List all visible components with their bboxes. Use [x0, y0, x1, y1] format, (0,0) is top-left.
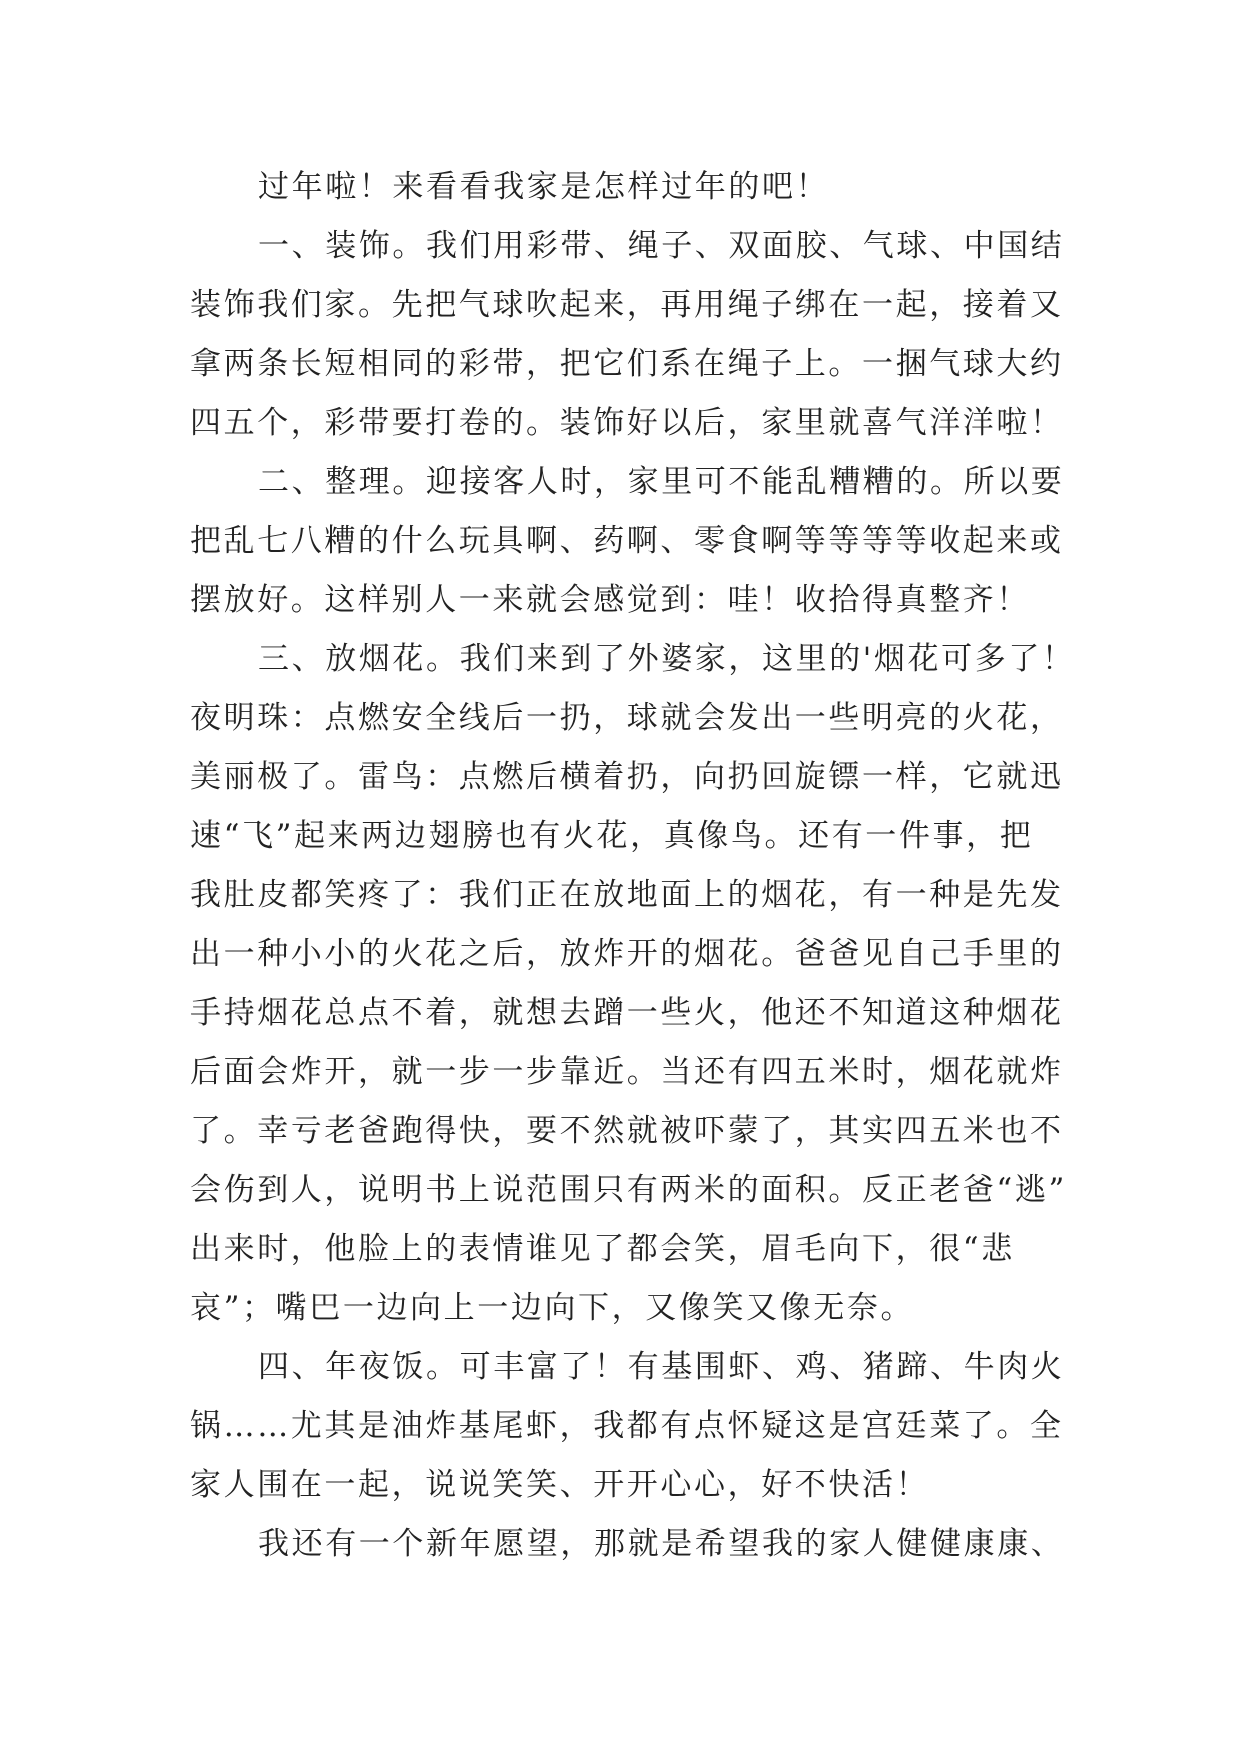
paragraph-line: 摆放好。这样别人一来就会感觉到：哇！收拾得真整齐！	[190, 582, 1030, 618]
paragraph-line: 我还有一个新年愿望，那就是希望我的家人健健康康、	[258, 1526, 1065, 1562]
paragraph-line: 速“飞”起来两边翅膀也有火花，真像鸟。还有一件事，把	[190, 818, 1034, 854]
paragraph-line: 出来时，他脸上的表情谁见了都会笑，眉毛向下，很“悲	[190, 1231, 1015, 1267]
paragraph-line: 一、装饰。我们用彩带、绳子、双面胶、气球、中国结	[258, 228, 1065, 264]
paragraph-line: 会伤到人，说明书上说范围只有两米的面积。反正老爸“逃”	[190, 1172, 1067, 1208]
document-body	[190, 158, 1082, 1574]
paragraph-line: 我肚皮都笑疼了：我们正在放地面上的烟花，有一种是先发	[190, 877, 1064, 913]
paragraph-line: 哀”；嘴巴一边向上一边向下，又像笑又像无奈。	[190, 1290, 915, 1326]
paragraph-line: 过年啦！来看看我家是怎样过年的吧！	[258, 169, 830, 205]
paragraph-line: 家人围在一起，说说笑笑、开开心心，好不快活！	[190, 1467, 930, 1503]
paragraph-line: 了。幸亏老爸跑得快，要不然就被吓蒙了，其实四五米也不	[190, 1113, 1064, 1149]
paragraph-line: 四五个，彩带要打卷的。装饰好以后，家里就喜气洋洋啦！	[190, 405, 1064, 441]
paragraph-line: 后面会炸开，就一步一步靠近。当还有四五米时，烟花就炸	[190, 1054, 1064, 1090]
paragraph-line: 把乱七八糟的什么玩具啊、药啊、零食啊等等等等收起来或	[190, 523, 1064, 559]
paragraph-line: 锅……尤其是油炸基尾虾，我都有点怀疑这是宫廷菜了。全	[190, 1408, 1064, 1444]
paragraph-line: 三、放烟花。我们来到了外婆家，这里的'烟花可多了！	[258, 641, 1076, 677]
paragraph-line: 四、年夜饭。可丰富了！有基围虾、鸡、猪蹄、牛肉火	[258, 1349, 1065, 1385]
paragraph-line: 美丽极了。雷鸟：点燃后横着扔，向扔回旋镖一样，它就迅	[190, 759, 1064, 795]
paragraph-line: 手持烟花总点不着，就想去蹭一些火，他还不知道这种烟花	[190, 995, 1064, 1031]
paragraph-line: 夜明珠：点燃安全线后一扔，球就会发出一些明亮的火花，	[190, 700, 1064, 736]
paragraph-line: 二、整理。迎接客人时，家里可不能乱糟糟的。所以要	[258, 464, 1065, 500]
paragraph-line: 装饰我们家。先把气球吹起来，再用绳子绑在一起，接着又	[190, 287, 1064, 323]
paragraph-line: 出一种小小的火花之后，放炸开的烟花。爸爸见自己手里的	[190, 936, 1064, 972]
paragraph-line: 拿两条长短相同的彩带，把它们系在绳子上。一捆气球大约	[190, 346, 1064, 382]
